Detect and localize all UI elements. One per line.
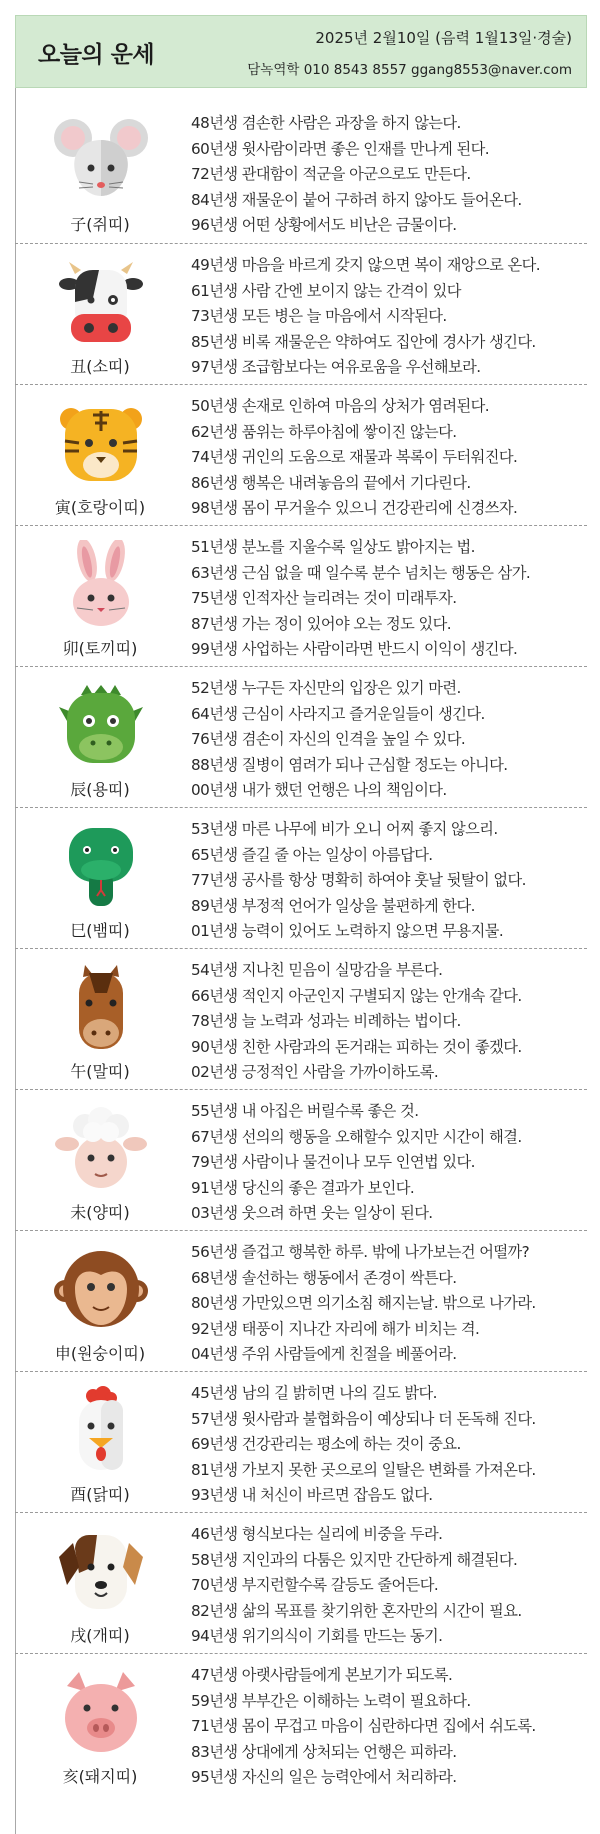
- fortune-line: 61년생 사람 간엔 보이지 않는 간격이 있다: [191, 281, 461, 300]
- fortune-lines: [191, 253, 591, 381]
- fortune-line: 48년생 겸손한 사람은 과장을 하지 않는다.: [191, 114, 461, 132]
- header-box: [15, 15, 587, 88]
- fortune-line: 65년생 즐길 줄 아는 일상이 아름답다.: [191, 845, 433, 864]
- fortune-line: 90년생 친한 사람과의 돈거래는 피하는 것이 좋겠다.: [191, 1037, 522, 1056]
- fortune-line: 79년생 사람이나 물건이나 모두 인연법 있다.: [191, 1153, 475, 1172]
- fortune-line: 81년생 가보지 못한 곳으로의 일탈은 변화를 가져온다.: [191, 1460, 536, 1479]
- rooster-icon: [53, 1386, 149, 1474]
- zodiac-label: 子(쥐띠): [70, 215, 130, 234]
- fortune-line: 67년생 선의의 행동을 오해할수 있지만 시간이 해결.: [191, 1127, 522, 1146]
- zodiac-label: 辰(용띠): [70, 780, 130, 799]
- fortune-lines: [191, 1099, 591, 1227]
- horse-icon: [53, 963, 149, 1051]
- fortune-line: 45년생 남의 길 밝히면 나의 길도 밝다.: [191, 1384, 437, 1402]
- fortune-line: 75년생 인적자산 늘리려는 것이 미래투자.: [191, 589, 457, 608]
- fortune-line: 55년생 내 아집은 버릴수록 좋은 것.: [191, 1102, 419, 1120]
- fortune-line: 70년생 부지런할수록 갈등도 줄어든다.: [191, 1576, 439, 1595]
- sheep-icon: [53, 1104, 149, 1192]
- fortune-lines: [191, 676, 591, 804]
- zodiac-row-snake: [15, 807, 587, 949]
- zodiac-label: 未(양띠): [70, 1203, 130, 1222]
- zodiac-row-dragon: [15, 666, 587, 808]
- fortune-lines: [191, 1522, 591, 1650]
- fortune-line: 51년생 분노를 지울수록 일상도 밝아지는 법.: [191, 538, 475, 556]
- rat-icon: [53, 116, 149, 204]
- zodiac-label: 酉(닭띠): [70, 1485, 130, 1504]
- fortune-line: 82년생 삶의 목표를 찾기위한 혼자만의 시간이 필요.: [191, 1601, 522, 1620]
- fortune-line: 84년생 재물운이 붙어 구하려 하지 않아도 들어온다.: [191, 190, 522, 209]
- fortune-line: 97년생 조급함보다는 여유로움을 우선해보라.: [191, 358, 481, 377]
- zodiac-label: 巳(뱀띠): [70, 921, 130, 940]
- fortune-line: 52년생 누구든 자신만의 입장은 있기 마련.: [191, 679, 461, 697]
- fortune-line: 73년생 모든 병은 늘 마음에서 시작된다.: [191, 307, 447, 326]
- fortune-lines: [191, 1240, 591, 1368]
- fortune-line: 56년생 즐겁고 행복한 하루. 밖에 나가보는건 어떨까?: [191, 1243, 530, 1261]
- fortune-line: 89년생 부정적 언어가 일상을 불편하게 한다.: [191, 896, 475, 915]
- zodiac-row-cow: [15, 243, 587, 385]
- fortune-line: 00년생 내가 했던 언행은 나의 책임이다.: [191, 781, 447, 800]
- zodiac-row-dog: [15, 1512, 587, 1654]
- fortune-line: 92년생 태풍이 지나간 자리에 해가 비치는 격.: [191, 1319, 480, 1338]
- fortune-line: 01년생 능력이 있어도 노력하지 않으면 무용지물.: [191, 922, 504, 941]
- fortune-line: 66년생 적인지 아군인지 구별되지 않는 안개속 같다.: [191, 986, 522, 1005]
- fortune-lines: [191, 394, 591, 522]
- monkey-icon: [53, 1245, 149, 1333]
- fortune-lines: [191, 1381, 591, 1509]
- fortune-line: 63년생 근심 없을 때 일수록 분수 넘치는 행동은 삼가.: [191, 563, 531, 582]
- zodiac-label: 丑(소띠): [70, 357, 130, 376]
- fortune-lines: [191, 111, 591, 239]
- fortune-lines: [191, 958, 591, 1086]
- fortune-line: 71년생 몸이 무겁고 마음이 심란하다면 집에서 쉬도록.: [191, 1717, 536, 1736]
- contact-line: 담녹역학 010 8543 8557 ggang8553@naver.com: [247, 62, 572, 78]
- fortune-line: 64년생 근심이 사라지고 즐거운일들이 생긴다.: [191, 704, 485, 723]
- zodiac-label: 午(말띠): [70, 1062, 130, 1081]
- date-line: 2025년 2월10일 (음력 1월13일·경술): [315, 29, 572, 47]
- fortune-line: 93년생 내 처신이 바르면 잡음도 없다.: [191, 1486, 433, 1505]
- zodiac-label: 卯(토끼띠): [62, 639, 138, 658]
- cow-icon: [53, 258, 149, 346]
- zodiac-label: 寅(호랑이띠): [54, 498, 146, 517]
- fortune-line: 69년생 건강관리는 평소에 하는 것이 중요.: [191, 1435, 461, 1454]
- fortune-line: 86년생 행복은 내려놓음의 끝에서 기다린다.: [191, 473, 471, 492]
- fortune-line: 53년생 마른 나무에 비가 오니 어찌 좋지 않으리.: [191, 820, 498, 838]
- zodiac-row-sheep: [15, 1089, 587, 1231]
- fortune-line: 60년생 윗사람이라면 좋은 인재를 만나게 된다.: [191, 139, 490, 158]
- fortune-line: 76년생 겸손이 자신의 인격을 높일 수 있다.: [191, 730, 466, 749]
- fortune-line: 04년생 주위 사람들에게 친절을 베풀어라.: [191, 1345, 457, 1364]
- dragon-icon: [53, 681, 149, 769]
- fortune-line: 98년생 몸이 무거울수 있으니 건강관리에 신경쓰자.: [191, 499, 518, 518]
- fortune-lines: [191, 817, 591, 945]
- zodiac-row-pig: [15, 1653, 587, 1795]
- tiger-icon: [53, 399, 149, 487]
- fortune-line: 99년생 사업하는 사람이라면 반드시 이익이 생긴다.: [191, 640, 518, 659]
- dog-icon: [53, 1527, 149, 1615]
- fortune-line: 46년생 형식보다는 실리에 비중을 두라.: [191, 1525, 443, 1543]
- fortune-line: 58년생 지인과의 다툼은 있지만 간단하게 해결된다.: [191, 1550, 518, 1569]
- fortune-lines: [191, 535, 591, 663]
- zodiac-row-rooster: [15, 1371, 587, 1513]
- zodiac-row-tiger: [15, 384, 587, 526]
- fortune-line: 59년생 부부간은 이해하는 노력이 필요하다.: [191, 1691, 471, 1710]
- fortune-line: 87년생 가는 정이 있어야 오는 정도 있다.: [191, 614, 451, 633]
- fortune-line: 85년생 비록 재물운은 약하여도 집안에 경사가 생긴다.: [191, 332, 536, 351]
- snake-icon: [53, 822, 149, 910]
- zodiac-row-rat: [15, 102, 587, 243]
- zodiac-label: 亥(돼지띠): [62, 1767, 138, 1786]
- fortune-line: 49년생 마음을 바르게 갖지 않으면 복이 재앙으로 온다.: [191, 256, 540, 274]
- page-title: 오늘의 운세: [38, 42, 155, 68]
- pig-icon: [53, 1668, 149, 1756]
- zodiac-row-rabbit: [15, 525, 587, 667]
- zodiac-row-monkey: [15, 1230, 587, 1372]
- fortune-line: 77년생 공사를 항상 명확히 하여야 훗날 뒷탈이 없다.: [191, 871, 526, 890]
- fortune-line: 91년생 당신의 좋은 결과가 보인다.: [191, 1178, 415, 1197]
- fortune-line: 50년생 손재로 인하여 마음의 상처가 염려된다.: [191, 397, 490, 415]
- fortune-line: 80년생 가만있으면 의기소침 해지는날. 밖으로 나가라.: [191, 1294, 536, 1313]
- rabbit-icon: [53, 540, 149, 628]
- fortune-line: 88년생 질병이 염려가 되나 근심할 정도는 아니다.: [191, 755, 508, 774]
- fortune-line: 54년생 지나친 믿음이 실망감을 부른다.: [191, 961, 443, 979]
- fortune-lines: [191, 1663, 591, 1791]
- fortune-line: 03년생 웃으려 하면 웃는 일상이 된다.: [191, 1204, 433, 1223]
- zodiac-label: 戌(개띠): [70, 1626, 130, 1645]
- fortune-line: 02년생 긍정적인 사람을 가까이하도록.: [191, 1063, 439, 1082]
- zodiac-row-horse: [15, 948, 587, 1090]
- fortune-line: 62년생 품위는 하루아침에 쌓이진 않는다.: [191, 422, 457, 441]
- fortune-line: 57년생 윗사람과 불협화음이 예상되나 더 돈독해 진다.: [191, 1409, 536, 1428]
- fortune-line: 95년생 자신의 일은 능력안에서 처리하라.: [191, 1768, 457, 1787]
- fortune-line: 96년생 어떤 상황에서도 비난은 금물이다.: [191, 216, 457, 235]
- fortune-line: 68년생 솔선하는 행동에서 존경이 싹튼다.: [191, 1268, 457, 1287]
- zodiac-label: 申(원숭이띠): [54, 1344, 146, 1363]
- fortune-line: 72년생 관대함이 적군을 아군으로도 만든다.: [191, 165, 471, 184]
- fortune-line: 47년생 아랫사람들에게 본보기가 되도록.: [191, 1666, 453, 1684]
- fortune-line: 83년생 상대에게 상처되는 언행은 피하라.: [191, 1742, 457, 1761]
- fortune-line: 78년생 늘 노력과 성과는 비례하는 법이다.: [191, 1012, 461, 1031]
- fortune-line: 94년생 위기의식이 기회를 만드는 동기.: [191, 1627, 443, 1646]
- fortune-line: 74년생 귀인의 도움으로 재물과 복록이 두터워진다.: [191, 448, 518, 467]
